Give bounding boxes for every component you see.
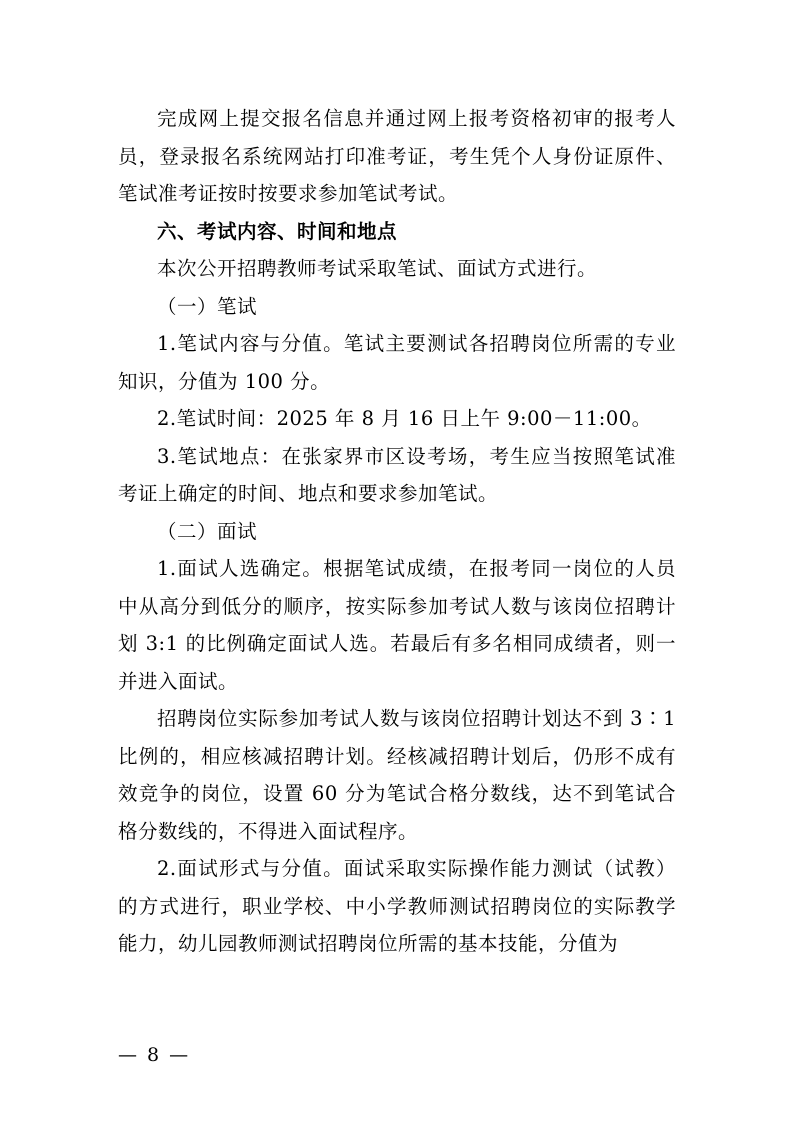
para-written-content: 1.笔试内容与分值。笔试主要测试各招聘岗位所需的专业知识，分值为 100 分。 — [118, 332, 676, 393]
para-interview-selection: 1.面试人选确定。根据笔试成绩，在报考同一岗位的人员中从高分到低分的顺序，按实际参加考试人数与该岗位招聘计划 3:1 的比例确定面试人选。若最后有多名相同成绩者，则一并进入面试。 — [118, 557, 676, 693]
para-exam-method: 本次公开招聘教师考试采取笔试、面试方式进行。 — [157, 257, 598, 280]
document-body — [118, 100, 676, 963]
para-written-time: 2.笔试时间：2025 年 8 月 16 日上午 9:00－11:00。 — [157, 407, 652, 430]
subsection-heading-interview: （二）面试 — [157, 519, 258, 543]
page-number: — 8 — — [118, 1044, 191, 1066]
para-interview-format: 2.面试形式与分值。面试采取实际操作能力测试（试教）的方式进行，职业学校、中小学教师测试招聘岗位的实际教学能力，幼儿园教师测试招聘岗位所需的基本技能，分值为 — [118, 857, 676, 955]
section-heading-exam: 六、考试内容、时间和地点 — [157, 219, 398, 243]
subsection-heading-written: （一）笔试 — [157, 294, 258, 318]
para-written-location: 3.笔试地点：在张家界市区设考场，考生应当按照笔试准考证上确定的时间、地点和要求参加笔试。 — [118, 444, 676, 505]
para-interview-ratio: 招聘岗位实际参加考试人数与该岗位招聘计划达不到 3∶1 比例的，相应核减招聘计划。经核减招聘计划后，仍形不成有效竞争的岗位，设置 60 分为笔试合格分数线，达不到笔试合格分数线的，不得进入面试程序。 — [118, 707, 676, 843]
para-admission-ticket: 完成网上提交报名信息并通过网上报考资格初审的报考人员，登录报名系统网站打印准考证，考生凭个人身份证原件、笔试准考证按时按要求参加笔试考试。 — [118, 107, 676, 205]
